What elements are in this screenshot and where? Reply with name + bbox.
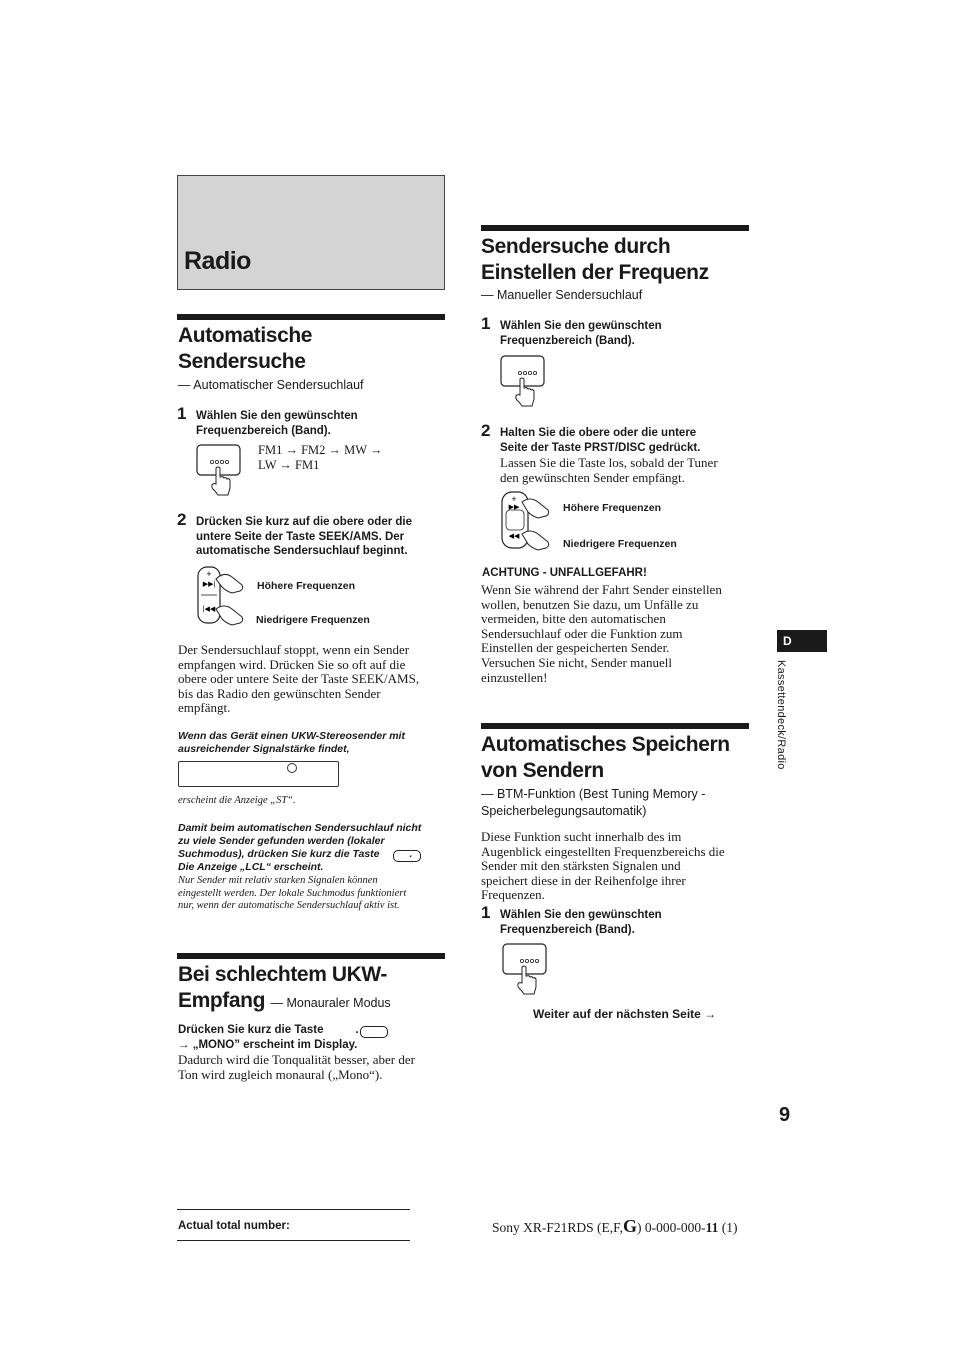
subtitle: — BTM-Funktion (Best Tuning Memory - Speicherbelegungsautomatik): [481, 787, 706, 818]
actual-total-label: Actual total number:: [178, 1220, 290, 1232]
paragraph: Lassen Sie die Taste los, sobald der Tuner den gewünschten Sender empfängt.: [500, 455, 718, 485]
paragraph: Diese Funktion sucht innerhalb des im Augenblick eingestellten Frequenzbereichs die Sender mit den stärksten Signalen und speichert diese in der Reihenfolge ihrer Frequenzen.: [481, 829, 725, 903]
note-stereo: Wenn das Gerät einen UKW-Stereosender mit ausreichender Signalstärke findet,: [178, 730, 405, 755]
note-local-detail: Nur Sender mit relativ starken Signalen können eingestellt werden. Der lokale Suchmodus funktioniert nur, wenn der automatische Sendersuchlauf aktiv ist.: [178, 875, 407, 911]
lcl-button-icon: [393, 850, 421, 862]
heading-rule: [481, 723, 749, 729]
page-number: 9: [779, 1104, 791, 1126]
heading-rule: [177, 953, 445, 959]
svg-text:+: +: [206, 569, 212, 579]
mono-button-icon: [360, 1026, 388, 1038]
step-number: 2: [481, 421, 491, 440]
side-tab-label: Kassettendeck/Radio: [775, 660, 787, 770]
heading-bad-reception: Bei schlechtem UKW- Empfang — Monauraler Modus: [178, 963, 391, 1012]
side-tab-letter: D: [783, 634, 792, 648]
seek-button-icon: [196, 565, 252, 627]
lower-frequencies-label: Niedrigere Frequenzen: [563, 538, 677, 550]
svg-text:+: +: [511, 494, 517, 504]
band-sequence: FM1 → FM2 → MW → LW → FM1: [258, 443, 383, 472]
band-button-icon: [502, 943, 552, 995]
svg-text:|◀◀: |◀◀: [202, 606, 216, 613]
step-text: Wählen Sie den gewünschten Frequenzbereich (Band).: [196, 410, 358, 437]
step-text: Drücken Sie kurz auf die obere oder die untere Seite der Taste SEEK/AMS. Der automatische Sendersuchlauf beginnt.: [196, 516, 413, 557]
step-text: Wählen Sie den gewünschten Frequenzbereich (Band).: [500, 909, 662, 936]
step-number: 1: [177, 404, 187, 423]
warning-title: ACHTUNG - UNFALLGEFAHR!: [482, 567, 647, 579]
heading-rule: [481, 225, 749, 231]
stereo-indicator-icon: [287, 763, 297, 773]
svg-text:▶▶|: ▶▶|: [202, 581, 216, 588]
lower-frequencies-label: Niedrigere Frequenzen: [256, 614, 370, 626]
mono-instruction: Drücken Sie kurz die Taste . → „MONO” erscheint im Display.: [178, 1024, 359, 1051]
step-number: 2: [177, 510, 187, 529]
band-button-icon: [196, 444, 246, 496]
page-title: Radio: [184, 247, 251, 275]
step-text: Wählen Sie den gewünschten Frequenzbereich (Band).: [500, 320, 662, 347]
footer-rule-bottom: [177, 1240, 410, 1241]
heading-manual-search: Sendersuche durch Einstellen der Frequenz: [481, 235, 709, 284]
heading-btm: Automatisches Speichern von Sendern: [481, 733, 730, 782]
warning-text: Wenn Sie während der Fahrt Sender einstellen wollen, benutzen Sie dazu, um Unfälle zu vermeiden, bitte den automatischen Sendersuchlauf oder die Funktion zum Einstellen der gespeicherten Sender. Versuchen Sie nicht, Sender manuell einzustellen!: [481, 582, 722, 685]
heading-rule: [177, 314, 445, 320]
svg-text:▶▶: ▶▶: [508, 504, 520, 511]
subtitle: — Manueller Sendersuchlauf: [481, 288, 643, 302]
continue-note: Weiter auf der nächsten Seite →: [533, 1007, 717, 1021]
higher-frequencies-label: Höhere Frequenzen: [257, 580, 356, 592]
note-caption: erscheint die Anzeige „ST“.: [178, 795, 296, 806]
display-illustration: [178, 761, 339, 787]
step-number: 1: [481, 903, 491, 922]
note-local-mode: Damit beim automatischen Sendersuchlauf nicht zu viele Sender gefunden werden (lokaler Suchmodus), drücken Sie kurz die Taste . Die Anzeige „LCL“ erscheint.: [178, 822, 422, 873]
band-button-icon: [500, 355, 550, 407]
model-line: Sony XR-F21RDS (E,F,G) 0-000-000-11 (1): [492, 1216, 738, 1236]
step-text: Halten Sie die obere oder die untere Seite der Taste PRST/DISC gedrückt.: [500, 427, 701, 454]
svg-text:◀◀: ◀◀: [508, 533, 520, 540]
paragraph: Der Sendersuchlauf stoppt, wenn ein Sender empfangen wird. Drücken Sie so oft auf die obere oder untere Seite der Taste SEEK/AMS, bis das Radio den gewünschten Sender empfängt.: [178, 642, 420, 716]
heading-auto-search: Automatische Sendersuche: [178, 324, 313, 373]
step-number: 1: [481, 314, 491, 333]
prst-disc-button-icon: [500, 490, 556, 552]
paragraph: Dadurch wird die Tonqualität besser, aber der Ton wird zugleich monaural („Mono“).: [178, 1052, 415, 1082]
side-tab: [777, 630, 827, 652]
subtitle: — Automatischer Sendersuchlauf: [178, 378, 364, 392]
higher-frequencies-label: Höhere Frequenzen: [563, 502, 662, 514]
footer-rule-top: [177, 1209, 410, 1210]
